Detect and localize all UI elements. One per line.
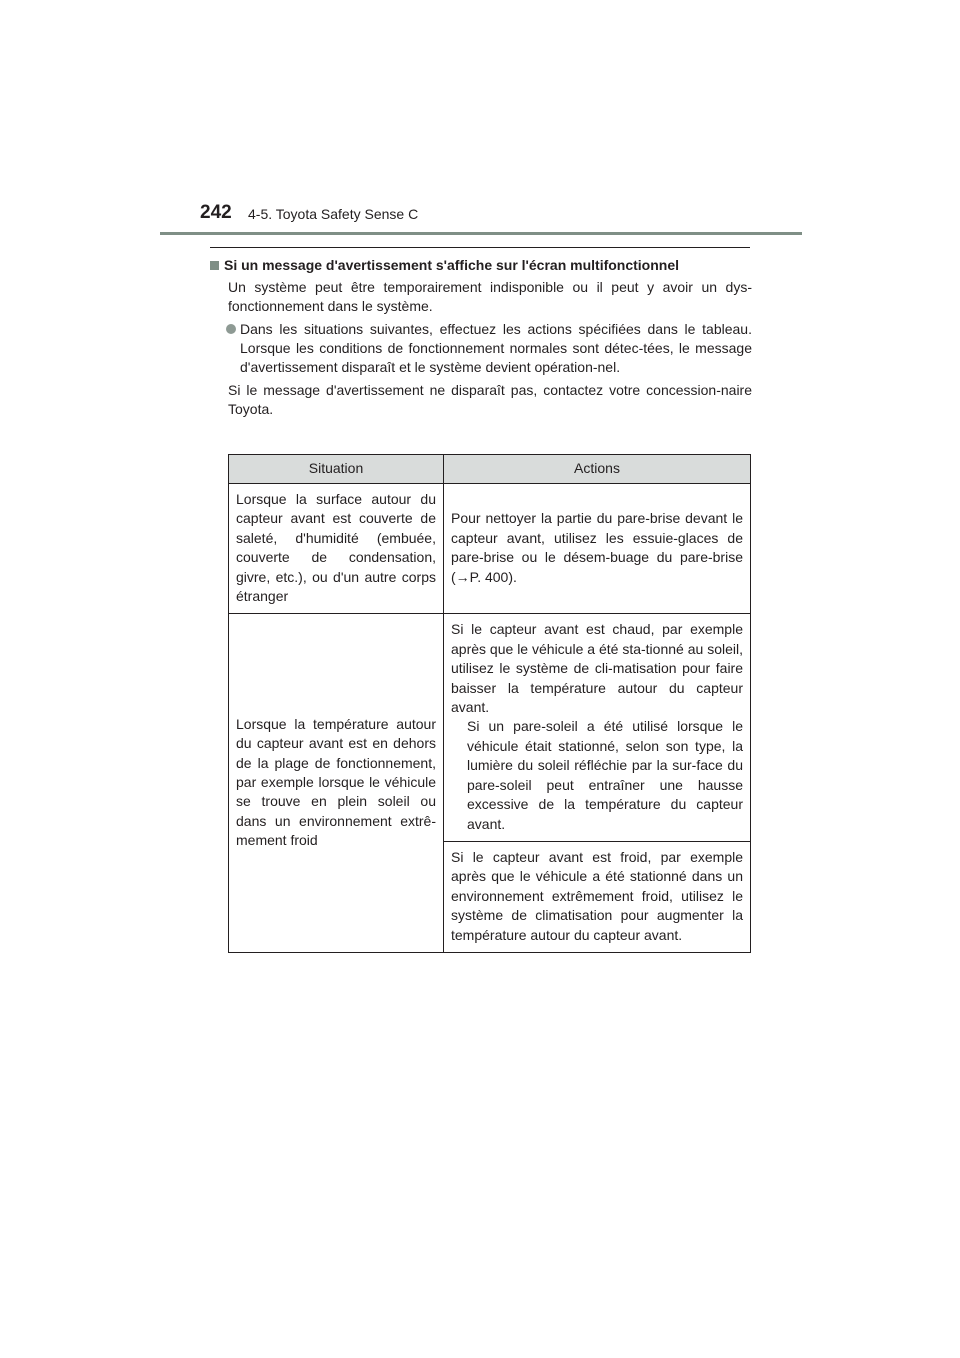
section-title: 4-5. Toyota Safety Sense C [248, 206, 419, 222]
action-hot-note: Si un pare-soleil a été utilisé lorsque le véhicule était stationné, selon son type, la lumière du soleil réfléchie par la sur-face du pare-soleil peut entraîner une hausse excessive de la température du capteur avant. [467, 718, 743, 832]
header-situation: Situation [229, 455, 444, 484]
action-hot-text: Si le capteur avant est chaud, par exemple après que le véhicule a été sta-tionné au soleil, utilisez le système de cli-matisation pour faire baisser la température autour du capteur avant. [451, 621, 743, 716]
action-cell: Pour nettoyer la partie du pare-brise devant le capteur avant, utilisez les essuie-glaces de pare-brise ou le désem-buage du pare-brise (→P. 400). [444, 484, 751, 614]
situation-cell: Lorsque la surface autour du capteur avant est couverte de saleté, d'humidité (embuée, couverte de condensation, givre, etc.), ou d'un autre corps étranger [229, 484, 444, 614]
warning-actions-table [228, 454, 751, 953]
page-number: 242 [200, 202, 232, 223]
table-header-row [229, 455, 751, 484]
heading-text: Si un message d'avertissement s'affiche sur l'écran multifonctionnel [224, 257, 680, 273]
header-divider [160, 232, 802, 235]
bullet-item [240, 320, 752, 377]
intro-paragraph: Un système peut être temporairement indisponible ou il peut y avoir un dys-fonctionnement dans le système. [228, 279, 752, 314]
table-row [229, 484, 751, 614]
action-cell: Si le capteur avant est froid, par exemple après que le véhicule a été stationné dans un environnement extrêmement froid, utilisez le système de climatisation pour augmenter la température autour du capteur avant. [444, 841, 751, 952]
square-bullet-icon [210, 261, 219, 270]
page-content [210, 256, 752, 423]
action-cell [444, 614, 751, 841]
table-row [229, 614, 751, 841]
situation-cell: Lorsque la température autour du capteur avant est en dehors de la plage de fonctionnement, par exemple lorsque le véhicule se trouve en plein soleil ou dans un environnement extrê-mement froid [229, 614, 444, 953]
bullet-text: Dans les situations suivantes, effectuez les actions spécifiées dans le tableau. Lorsque les conditions de fonctionnement normales sont détec-tées, le message d'avertissement disparaît et le système devient opération-nel. [240, 321, 752, 375]
contact-paragraph: Si le message d'avertissement ne disparaît pas, contactez votre concession-naire Toyota. [228, 382, 752, 417]
header-actions: Actions [444, 455, 751, 484]
section-heading [210, 256, 752, 275]
content-divider [210, 247, 750, 248]
circle-bullet-icon [226, 324, 236, 334]
